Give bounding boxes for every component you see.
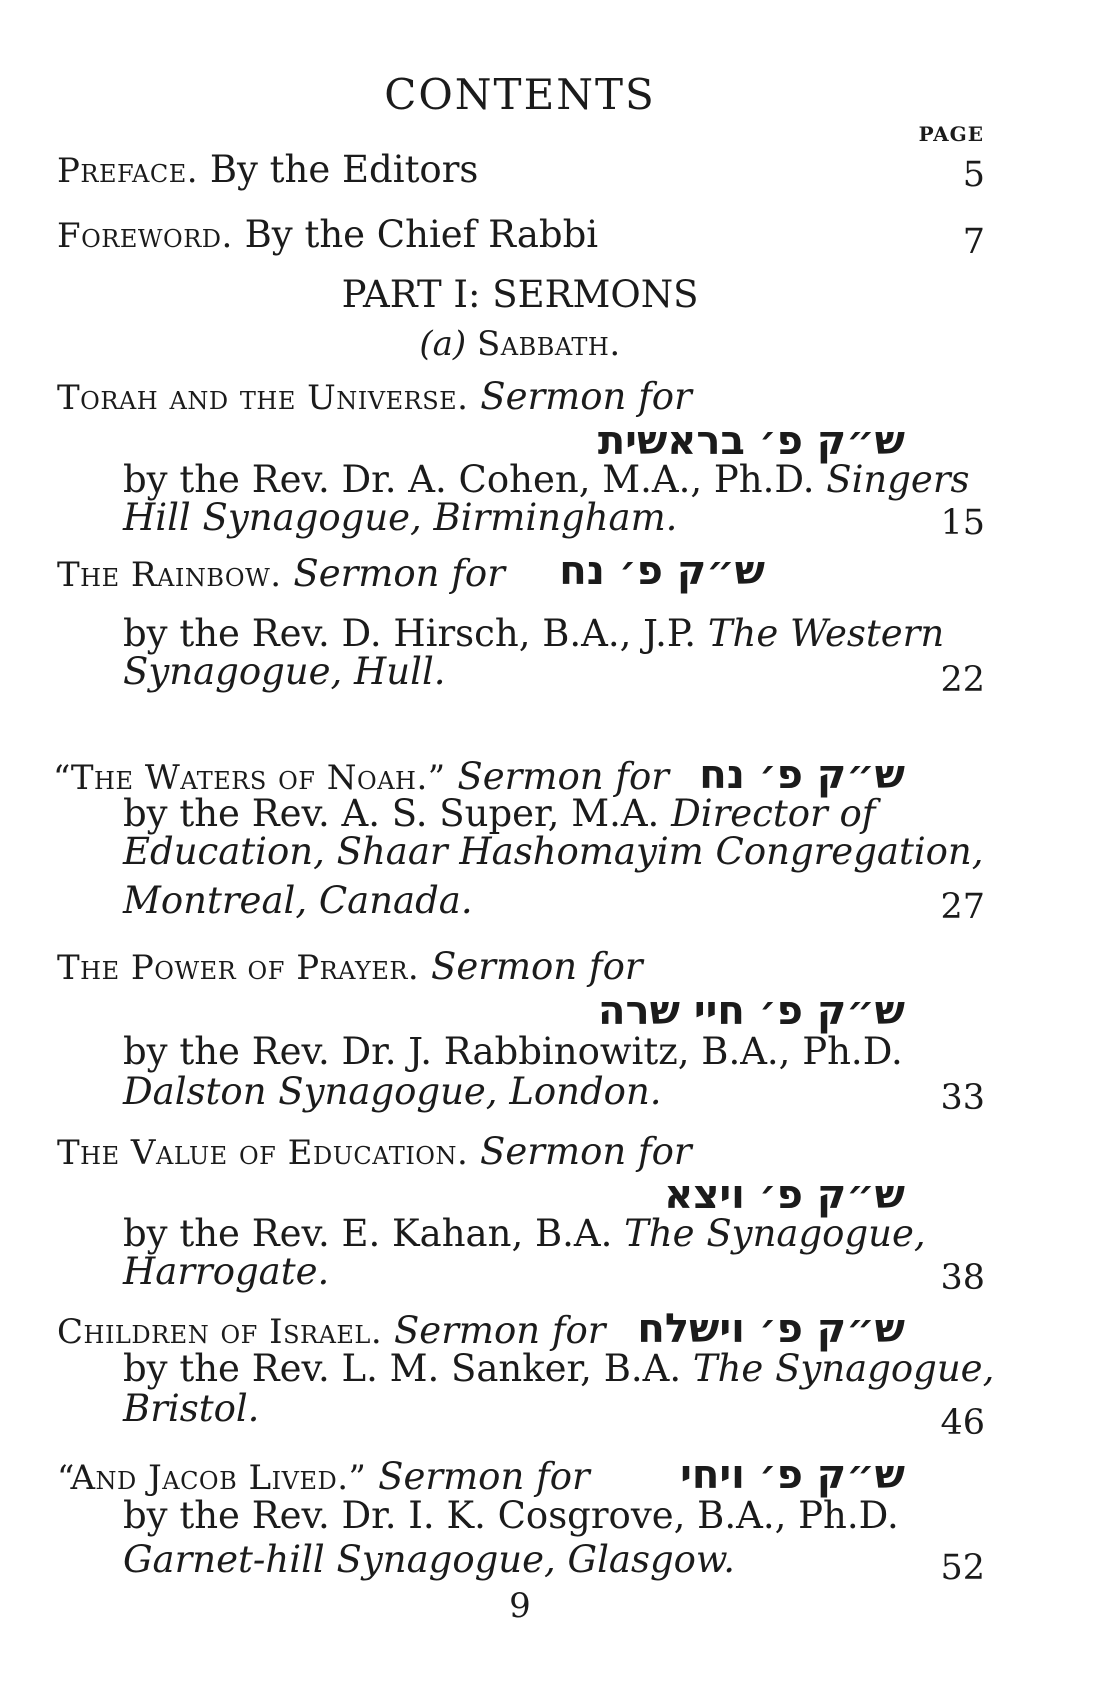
entry-title-line (57, 375, 692, 418)
entry-title-line (57, 1455, 590, 1498)
hebrew-parashah: ש״ק פ׳ נח (559, 548, 765, 594)
hebrew-parashah: ש״ק פ׳ בראשית (597, 418, 905, 464)
entry-author-line (123, 1347, 994, 1390)
entry-venue: Garnet-hill Synagogue, Glasgow. (123, 1538, 735, 1581)
entry-author: by the Rev. E. Kahan, B.A. (123, 1212, 613, 1255)
entry-venue-part: Director of (671, 792, 876, 835)
entry-author-line (123, 1212, 926, 1255)
entry-venue-part: The Synagogue, (624, 1212, 926, 1255)
entry-page: 22 (940, 660, 985, 700)
page-column-label: PAGE (918, 122, 984, 146)
entry-title: The Rainbow. (57, 555, 282, 595)
hebrew-parashah: ש״ק פ׳ וישלח (637, 1306, 905, 1352)
entry-venue: Hill Synagogue, Birmingham. (123, 496, 678, 539)
entry-venue-part: The Western (707, 612, 945, 655)
entry-title: Children of Israel. (57, 1312, 383, 1352)
section-letter: (a) (419, 324, 467, 364)
foreword-text: By the Chief Rabbi (244, 213, 599, 256)
entry-title-line (57, 945, 643, 988)
section-title (0, 324, 1040, 364)
entry-venue: Education, Shaar Hashomayim Congregation, (123, 830, 984, 873)
sermon-for: Sermon for (378, 1455, 590, 1498)
preface-text: By the Editors (209, 148, 479, 191)
section-name: Sabbath. (476, 324, 621, 364)
entry-title: “And Jacob Lived.” (57, 1458, 367, 1498)
entry-title: The Value of Education. (57, 1133, 469, 1173)
entry-author: by the Rev. Dr. J. Rabbinowitz, B.A., Ph.D. (123, 1030, 903, 1073)
entry-title-line (57, 1309, 606, 1352)
entry-venue: Dalston Synagogue, London. (123, 1070, 662, 1113)
preface-page: 5 (962, 155, 985, 195)
entry-title-line (57, 1130, 692, 1173)
sermon-for: Sermon for (393, 1309, 606, 1352)
entry-page: 33 (940, 1078, 985, 1118)
entry-title-line (57, 552, 505, 595)
foreword-page: 7 (962, 222, 985, 262)
entry-page: 15 (940, 503, 985, 543)
entry-author: by the Rev. Dr. I. K. Cosgrove, B.A., Ph.D. (123, 1494, 899, 1537)
entry-author: by the Rev. D. Hirsch, B.A., J.P. (123, 612, 697, 655)
toc-preface (57, 148, 478, 191)
entry-author: by the Rev. A. S. Super, M.A. (123, 792, 660, 835)
entry-page: 38 (940, 1258, 985, 1298)
entry-venue: Montreal, Canada. (123, 879, 473, 922)
entry-page: 27 (940, 887, 985, 927)
sermon-for: Sermon for (480, 1130, 692, 1173)
folio-number: 9 (509, 1586, 531, 1626)
hebrew-parashah: ש״ק פ׳ חיי שרה (598, 988, 905, 1034)
entry-title: “The Waters of Noah.” (53, 758, 446, 798)
entry-author-line (123, 612, 944, 655)
entry-title: Torah and the Universe. (57, 378, 469, 418)
toc-foreword (57, 213, 598, 256)
sermon-for: Sermon for (293, 552, 505, 595)
entry-venue: Bristol. (123, 1387, 260, 1430)
sermon-for: Sermon for (480, 375, 692, 418)
entry-author: by the Rev. Dr. A. Cohen, M.A., Ph.D. (123, 458, 815, 501)
hebrew-parashah: ש״ק פ׳ ויחי (680, 1452, 905, 1498)
entry-author-line (123, 792, 875, 835)
sermon-for: Sermon for (431, 945, 643, 988)
entry-page: 52 (940, 1548, 985, 1588)
entry-page: 46 (940, 1403, 985, 1443)
hebrew-parashah: ש״ק פ׳ ויצא (664, 1172, 905, 1218)
hebrew-parashah: ש״ק פ׳ נח (699, 752, 905, 798)
entry-venue-part: The Synagogue, (692, 1347, 995, 1390)
entry-venue-part: Singers (826, 458, 970, 501)
entry-author-line (123, 458, 970, 501)
entry-author: by the Rev. L. M. Sanker, B.A. (123, 1347, 682, 1390)
entry-title: The Power of Prayer. (57, 948, 420, 988)
sermon-for: Sermon for (457, 755, 669, 798)
entry-venue: Synagogue, Hull. (123, 650, 446, 693)
page-title: CONTENTS (384, 70, 656, 119)
entry-venue: Harrogate. (123, 1250, 330, 1293)
preface-label: Preface. (57, 151, 199, 191)
part-title: PART I: SERMONS (341, 273, 699, 316)
foreword-label: Foreword. (57, 216, 233, 256)
